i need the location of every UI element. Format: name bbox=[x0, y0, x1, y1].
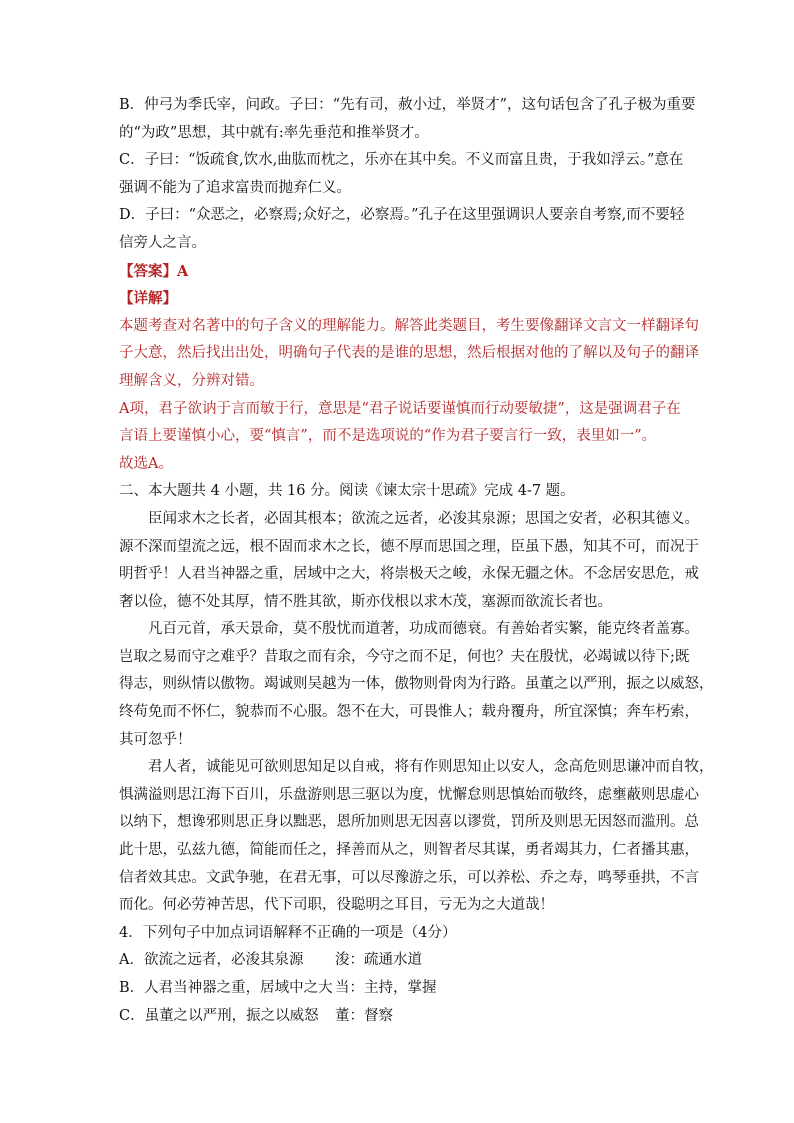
text-line: 终苟免而不怀仁，貌恭而不心服。怨不在大，可畏惟人；载舟覆舟，所宜深慎；奔车朽索， bbox=[119, 704, 699, 721]
answer-heading-line: 【详解】 bbox=[119, 290, 177, 308]
text-line: 信者效其忠。文武争驰，在君无事，可以尽豫游之乐，可以养松、乔之寿，鸣琴垂拱，不言 bbox=[119, 869, 699, 886]
text-line: 信旁人之言。 bbox=[119, 234, 206, 251]
text-line: 臣闻求木之长者，必固其根本；欲流之远者，必浚其泉源；思国之安者，必积其德义。 bbox=[148, 510, 699, 527]
text-line: 子大意，然后找出出处，明确句子代表的是谁的思想，然后根据对他的了解以及句子的翻译 bbox=[119, 345, 699, 362]
option-sentence: B．人君当神器之重，居域中之大 bbox=[119, 980, 333, 996]
document-body bbox=[119, 92, 714, 1030]
option-row bbox=[119, 947, 679, 975]
text-line: 岂取之易而守之难乎？昔取之而有余，今守之而不足，何也？夫在殷忧，必竭诚以待下;既 bbox=[119, 648, 690, 665]
text-line: 凡百元首，承天景命，莫不殷忧而道著，功成而德衰。有善始者实繁，能克终者盖寡。 bbox=[148, 621, 699, 638]
text-line: 本题考查对名著中的句子含义的理解能力。解答此类题目，考生要像翻译文言文一样翻译句 bbox=[119, 317, 699, 334]
text-line: 源不深而望流之远，根不固而求木之长，德不厚而思国之理，臣虽下愚，知其不可，而况于 bbox=[119, 538, 699, 555]
text-line: A项，君子欲讷于言而敏于行，意思是“君子说话要谨慎而行动要敏捷”，这是强调君子在 bbox=[119, 400, 681, 417]
option-gloss: 董：督察 bbox=[335, 1007, 393, 1024]
text-line: 以纳下，想谗邪则思正身以黜恶，恩所加则思无因喜以谬赏，罚所及则思无因怒而滥刑。总 bbox=[119, 814, 699, 831]
option-row bbox=[119, 1003, 679, 1031]
option-gloss: 当：主持，掌握 bbox=[335, 980, 437, 996]
text-line: 而化。何必劳神苦思，代下司职，役聪明之耳目，亏无为之大道哉！ bbox=[119, 897, 554, 914]
text-line: 强调不能为了追求富贵而抛弃仁义。 bbox=[119, 179, 351, 196]
answer-heading-line: 【答案】A bbox=[119, 262, 189, 280]
text-line: 故选A。 bbox=[119, 455, 173, 472]
text-line: 明哲乎！人君当神器之重，居域中之大，将崇极天之峻，永保无疆之休。不念居安思危，戒 bbox=[119, 566, 699, 583]
option-row bbox=[119, 975, 679, 1003]
option-sentence: A．欲流之远者，必浚其泉源 bbox=[119, 952, 304, 969]
text-line: 奢以俭，德不处其厚，情不胜其欲，斯亦伐根以求木茂，塞源而欲流长者也。 bbox=[119, 593, 612, 610]
text-line: 其可忽乎！ bbox=[119, 731, 192, 748]
text-line: C．子曰：“饭疏食,饮水,曲肱而枕之，乐亦在其中矣。不义而富且贵，于我如浮云。”意在 bbox=[119, 152, 684, 169]
text-line: 的“为政”思想，其中就有:率先垂范和推举贤才。 bbox=[119, 124, 429, 141]
text-line: 此十思，弘兹九德，简能而任之，择善而从之，则智者尽其谋，勇者竭其力，仁者播其惠， bbox=[119, 842, 699, 859]
option-gloss: 浚：疏通水道 bbox=[335, 952, 422, 969]
text-lines bbox=[119, 92, 714, 947]
text-line: D．子曰：“众恶之，必察焉;众好之，必察焉。”孔子在这里强调识人要亲自考察,而不要轻 bbox=[119, 207, 685, 224]
text-line: 4．下列句子中加点词语解释不正确的一项是（4分） bbox=[119, 924, 457, 941]
text-line: 理解含义，分辨对错。 bbox=[119, 372, 264, 389]
question-options bbox=[119, 947, 679, 1030]
text-line: B．仲弓为季氏宰，问政。子曰：“先有司，赦小过，举贤才”，这句话包含了孔子极为重要 bbox=[119, 97, 696, 113]
text-line: 言语上要谨慎小心，要“慎言”，而不是选项说的“作为君子要言行一致，表里如一”。 bbox=[119, 428, 657, 445]
text-line: 惧满溢则思江海下百川，乐盘游则思三驱以为度，忧懈怠则思慎始而敬终，虑壅蔽则思虚心 bbox=[119, 786, 699, 803]
option-sentence: C．虽董之以严刑，振之以威怒 bbox=[119, 1007, 319, 1024]
text-line: 君人者，诚能见可欲则思知足以自戒，将有作则思知止以安人，念高危则思谦冲而自牧， bbox=[148, 759, 714, 776]
text-line: 得志，则纵情以傲物。竭诚则吴越为一体，傲物则骨肉为行路。虽董之以严刑，振之以威怒， bbox=[119, 676, 714, 693]
text-line: 二、本大题共 4 小题，共 16 分。阅读《谏太宗十思疏》完成 4-7 题。 bbox=[119, 483, 575, 500]
